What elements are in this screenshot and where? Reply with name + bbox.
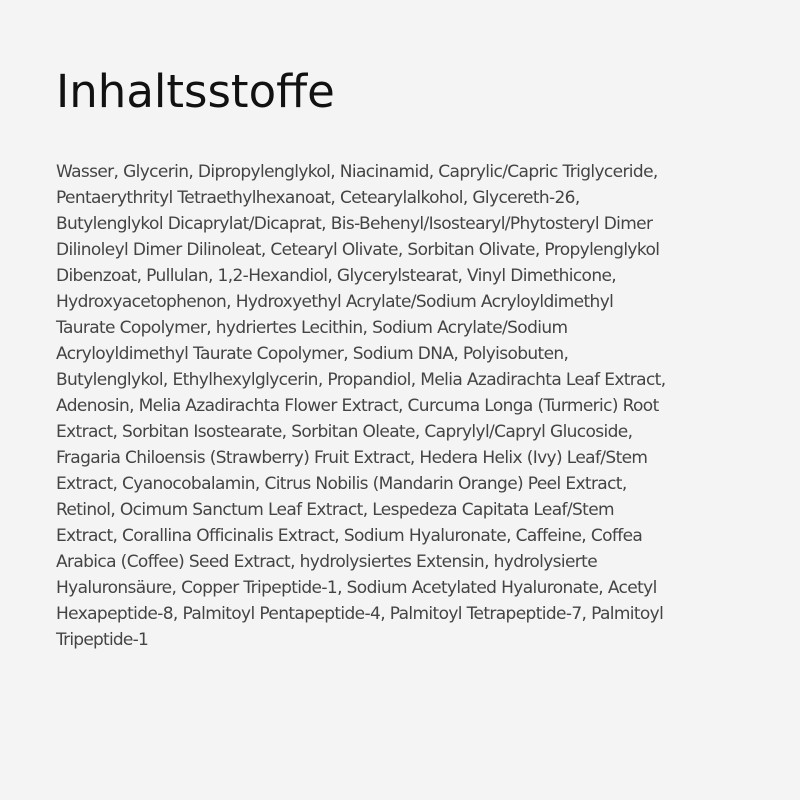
page-title: Inhaltsstoffe (56, 65, 335, 118)
ingredients-line: Pentaerythrityl Tetraethylhexanoat, Cetearylalkohol, Glycereth-26, (56, 188, 580, 208)
ingredients-line: Tripeptide-1 (56, 630, 149, 650)
ingredients-line: Butylenglykol, Ethylhexylglycerin, Propandiol, Melia Azadirachta Leaf Extract, (56, 370, 666, 390)
ingredients-line: Hexapeptide-8, Palmitoyl Pentapeptide-4, Palmitoyl Tetrapeptide-7, Palmitoyl (56, 604, 664, 624)
ingredients-line: Butylenglykol Dicaprylat/Dicaprat, Bis-Behenyl/Isostearyl/Phytosteryl Dimer (56, 214, 653, 234)
ingredients-line: Extract, Cyanocobalamin, Citrus Nobilis (Mandarin Orange) Peel Extract, (56, 474, 627, 494)
ingredients-line: Taurate Copolymer, hydriertes Lecithin, Sodium Acrylate/Sodium (56, 318, 568, 338)
ingredients-line: Wasser, Glycerin, Dipropylenglykol, Niacinamid, Caprylic/Capric Triglyceride, (56, 162, 658, 182)
ingredients-line: Dibenzoat, Pullulan, 1,2-Hexandiol, Glycerylstearat, Vinyl Dimethicone, (56, 266, 617, 286)
ingredients-list (56, 159, 746, 653)
ingredients-line: Dilinoleyl Dimer Dilinoleat, Cetearyl Olivate, Sorbitan Olivate, Propylenglykol (56, 240, 660, 260)
ingredients-line: Acryloyldimethyl Taurate Copolymer, Sodium DNA, Polyisobuten, (56, 344, 569, 364)
ingredients-line: Extract, Corallina Officinalis Extract, Sodium Hyaluronate, Caffeine, Coffea (56, 526, 643, 546)
ingredients-line: Fragaria Chiloensis (Strawberry) Fruit Extract, Hedera Helix (Ivy) Leaf/Stem (56, 448, 648, 468)
ingredients-line: Extract, Sorbitan Isostearate, Sorbitan Oleate, Caprylyl/Capryl Glucoside, (56, 422, 633, 442)
ingredients-line: Arabica (Coffee) Seed Extract, hydrolysiertes Extensin, hydrolysierte (56, 552, 598, 572)
ingredients-line: Adenosin, Melia Azadirachta Flower Extract, Curcuma Longa (Turmeric) Root (56, 396, 659, 416)
ingredients-line: Hydroxyacetophenon, Hydroxyethyl Acrylate/Sodium Acryloyldimethyl (56, 292, 614, 312)
ingredients-line: Hyaluronsäure, Copper Tripeptide-1, Sodium Acetylated Hyaluronate, Acetyl (56, 578, 657, 598)
ingredients-line: Retinol, Ocimum Sanctum Leaf Extract, Lespedeza Capitata Leaf/Stem (56, 500, 614, 520)
